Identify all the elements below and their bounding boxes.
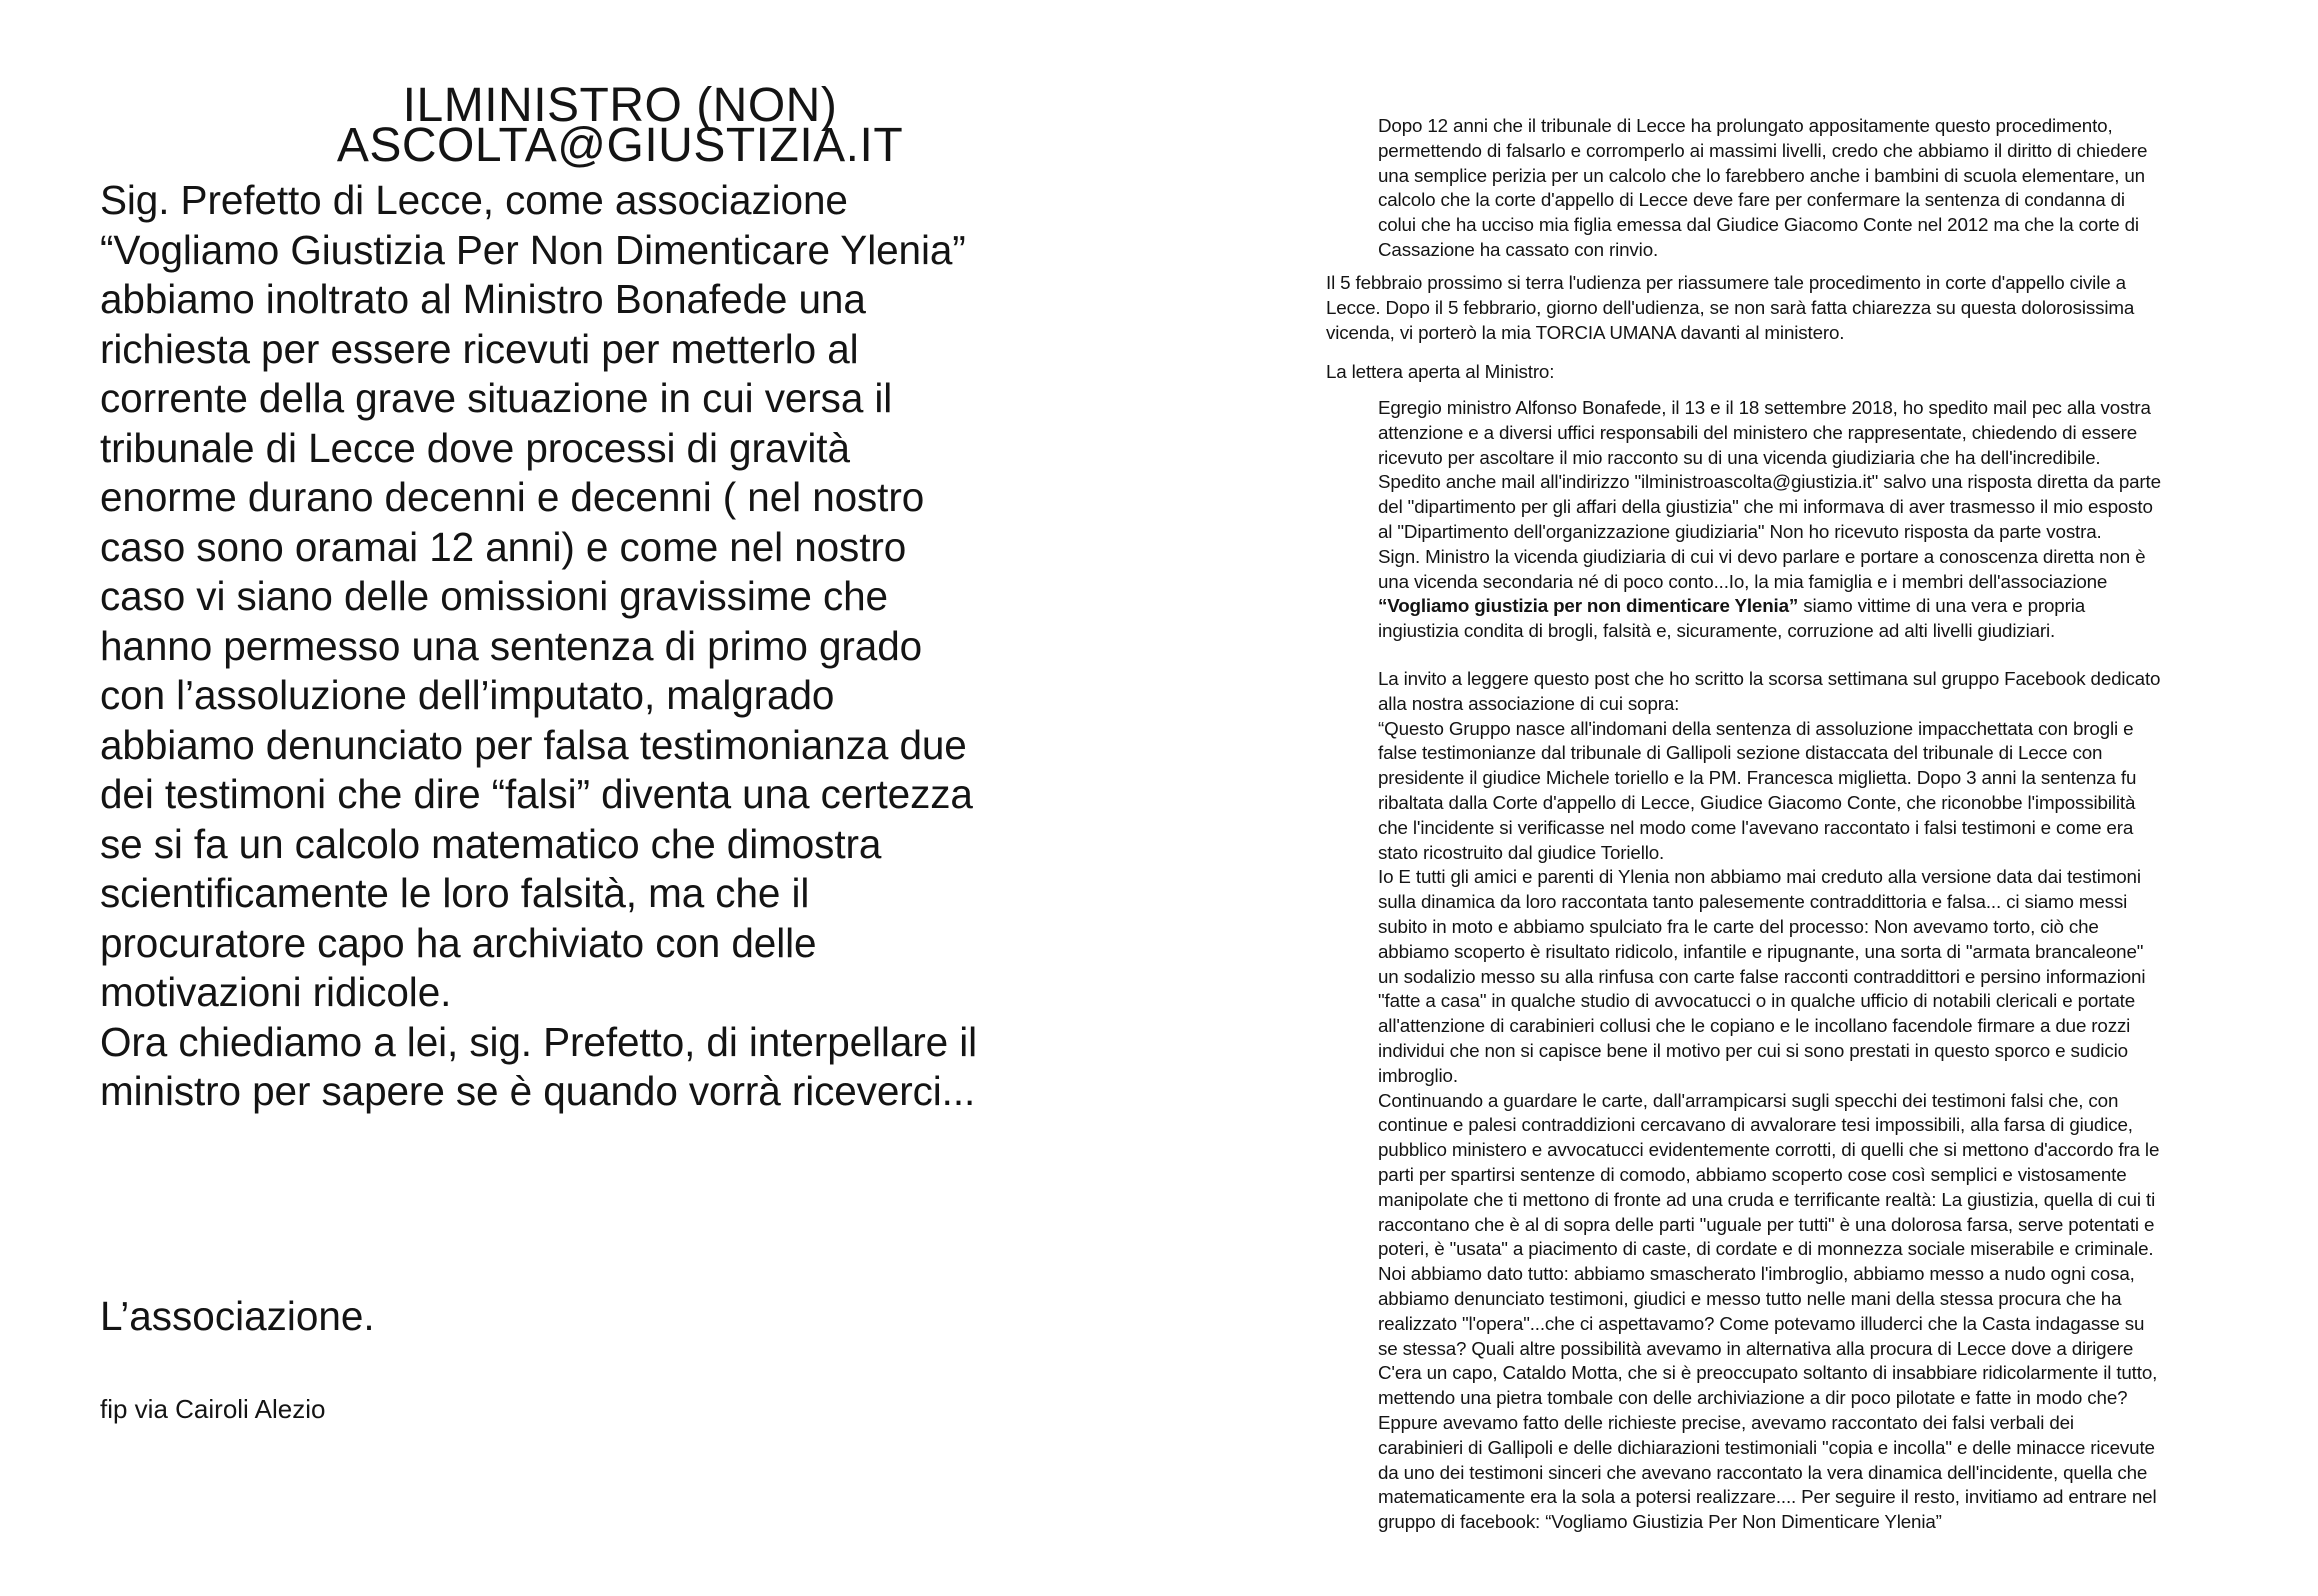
letter-line-rest: siamo vittime di una vera e propria [1798,595,2086,617]
letter-line: Spedito anche mail all'indirizzo "ilministroascolta@giustizia.it" salvo una risposta diretta da parte [1378,471,2161,493]
intro-line: una semplice perizia per un calcolo che lo farebbero anche i bambini di scuola elementare, un [1378,164,2145,186]
body-line: enorme durano decenni e decenni ( nel nostro [100,474,925,520]
post-line: Eppure avevamo fatto delle richieste precise, avevamo raccontato dei falsi verbali dei [1378,1411,2074,1433]
letter-body [100,176,1120,1117]
letter-heading-text: La lettera aperta al Ministro: [1326,361,1555,382]
post-line: “Questo Gruppo nasce all'indomani della sentenza di assoluzione impacchettata con brogli e [1378,717,2134,739]
letter-line: del "dipartimento per gli affari della giustizia" che mi informava di aver trasmesso il mio esposto [1378,496,2153,518]
body-line: con l’assoluzione dell’imputato, malgrado [100,672,835,718]
post-line: che l'incidente si verificasse nel modo come l'avevano raccontato i falsi testimoni e come era [1378,816,2134,838]
post-line: raccontano che è al di sopra delle parti "uguale per tutti" è una dolorosa farsa, serve potentati e [1378,1213,2155,1235]
title-line-1: ILMINISTRO (NON) [402,79,838,132]
right-page [1240,0,2318,1596]
intro-line: permettendo di falsarlo e corromperlo ai massimi livelli, credo che abbiamo il diritto di chiedere [1378,139,2148,161]
post-line: abbiamo denunciato testimoni, giudici e messo tutto nelle mani della stessa procura che ha [1378,1287,2122,1309]
body-line: hanno permesso una sentenza di primo grado [100,622,923,669]
post-line: imbroglio. [1378,1064,1458,1086]
body-line: “Vogliamo Giustizia Per Non Dimenticare Ylenia” [100,226,966,273]
post-line: Continuando a guardare le carte, dall'arrampicarsi sugli specchi dei testimoni falsi che, con [1378,1089,2119,1111]
post-line: Noi abbiamo dato tutto: abbiamo smascherato l'imbroglio, abbiamo messo a nudo ogni cosa, [1378,1263,2135,1285]
body-line: corrente della grave situazione in cui versa il [100,375,893,421]
hearing-paragraph [1326,271,2134,345]
body-line: ministro per sapere se è quando vorrà riceverci... [100,1068,976,1114]
body-line: scientificamente le loro falsità, ma che il [100,870,810,916]
post-line: all'attenzione di carabinieri collusi che le copiano e le incollano facendole firmare a due rozzi [1378,1015,2131,1037]
post-line: mettendo una pietra tombale con delle archiviazione a dir poco pilotate e fatte in modo che? [1378,1387,2128,1409]
intro-line: colui che ha ucciso mia figlia emessa dal Giudice Giacomo Conte nel 2012 ma che la corte di [1378,214,2139,236]
body-line: abbiamo inoltrato al Ministro Bonafede una [100,276,866,322]
letter-line: al "Dipartimento dell'organizzazione giudiziaria" Non ho ricevuto risposta da parte vostra. [1378,520,2102,542]
hearing-line: vicenda, vi porterò la mia TORCIA UMANA davanti al ministero. [1326,321,1845,343]
body-line: Ora chiediamo a lei, sig. Prefetto, di interpellare il [100,1018,978,1065]
post-line: carabinieri di Gallipoli e delle dichiarazioni testimoniali "copia e incolla" e delle minacce ricevute [1378,1436,2155,1458]
intro-line: calcolo che la corte d'appello di Lecce deve fare per confermare la sentenza di condanna di [1378,189,2125,211]
post-line: stato ricostruito dal giudice Toriello. [1378,841,1665,863]
post-line: C'era un capo, Cataldo Motta, che si è preoccupato soltanto di insabbiare ridicolarmente il tutto, [1378,1362,2158,1384]
body-line: abbiamo denunciato per falsa testimonianza due [100,721,967,768]
post-line: poteri, è "usata" a piacimento di caste, di cordate e di monnezza sociale miserabile e criminale. [1378,1238,2154,1260]
post-line: "fatte a casa" in qualche studio di avvocatucci o in qualche ufficio di notabili clericali e portate [1378,990,2135,1012]
post-line: La invito a leggere questo post che ho scritto la scorsa settimana sul gruppo Facebook dedicato [1378,668,2161,689]
post-line: gruppo di facebook: “Vogliamo Giustizia Per Non Dimenticare Ylenia” [1378,1511,1942,1533]
post-line: false testimonianze dal tribunale di Gallipoli sezione distaccata del tribunale di Lecce con [1378,742,2103,764]
letter-line-association [1378,594,2161,619]
post-line: parti per spartirsi sentenze di comodo, abbiamo scoperto cose così semplici e vistosamente [1378,1163,2127,1185]
body-line: Sig. Prefetto di Lecce, come associazione [100,177,848,223]
post-line: alla nostra associazione di cui sopra: [1378,692,1680,714]
title-line-2: ASCOLTA@GIUSTIZIA.IT [336,119,904,172]
post-line: presidente il giudice Michele toriello e la PM. Francesca miglietta. Dopo 3 anni la sentenza fu [1378,767,2137,789]
body-line: procuratore capo ha archiviato con delle [100,919,817,966]
post-line: da uno dei testimoni sinceri che avevano raccontato la vera dinamica dell'incidente, quella che [1378,1461,2148,1483]
post-line: se stessa? Quali altre possibilità avevamo in alternativa alla procura di Lecce dove a dirigere [1378,1337,2134,1359]
body-line: richiesta per essere ricevuti per metterlo al [100,325,859,372]
letter-line: attenzione e a diversi uffici responsabili del ministero che rappresentate, chiedendo di essere [1378,421,2138,443]
post-line: matematicamente era la sola a potersi realizzare.... Per seguire il resto, invitiamo ad entrare nel [1378,1486,2157,1508]
letter-line: Sign. Ministro la vicenda giudiziaria di cui vi devo parlare e portare a conoscenza diretta non è [1378,545,2146,567]
body-line: dei testimoni che dire “falsi” diventa una certezza [100,771,973,817]
post-line: Io E tutti gli amici e parenti di Ylenia non abbiamo mai creduto alla versione data dai testimoni [1378,866,2141,888]
post-line: sulla dinamica da loro raccontata tanto palesemente contraddittoria e falsa... ci siamo messi [1378,891,2128,913]
body-line: se si fa un calcolo matematico che dimostra [100,820,882,867]
post-line: individui che non si capisce bene il motivo per cui si sono prestati in questo sporco e sudicio [1378,1039,2128,1061]
letter-line: ingiustizia condita di brogli, falsità e, sicuramente, corruzione ad alti livelli giudiziari. [1378,620,2056,642]
intro-paragraph [1378,114,2147,263]
facebook-post [1378,667,2160,1535]
post-line: subito in moto e abbiamo spulciato fra le carte del processo: Non avevamo torto, ciò che [1378,915,2099,937]
post-line: manipolate che ti mettono di fronte ad una cruda e terrificante realtà: La giustizia, quella di cui ti [1378,1188,2156,1210]
footer-note: fip via Cairoli Alezio [100,1394,326,1424]
hearing-line: Il 5 febbraio prossimo si terra l'udienza per riassumere tale procedimento in corte d'appello civile a [1326,272,2126,293]
post-line: continue e palesi contraddizioni cercavano di avvalorare tesi impossibili, alla farsa di giudice, [1378,1114,2133,1136]
letter-line: Egregio ministro Alfonso Bonafede, il 13 e il 18 settembre 2018, ho spedito mail pec alla vostra [1378,397,2151,418]
post-line: pubblico ministero e avvocatucci evidentemente corrotti, di quelli che si mettono d'accordo fra le [1378,1139,2160,1161]
open-letter [1378,396,2161,644]
association-name: “Vogliamo giustizia per non dimenticare Ylenia” [1378,595,1799,617]
body-line: motivazioni ridicole. [100,969,452,1015]
body-line: tribunale di Lecce dove processi di gravità [100,424,850,471]
hearing-line: Lecce. Dopo il 5 febbrario, giorno dell'udienza, se non sarà fatta chiarezza su questa dolorosissima [1326,296,2135,318]
post-line: un sodalizio messo su alla rinfusa con carte false racconti contraddittori e persino informazioni [1378,965,2146,987]
post-line: abbiamo scoperto è risultato ridicolo, infantile e ripugnante, una sorta di "armata brancaleone" [1378,940,2144,962]
body-line: caso vi siano delle omissioni gravissime che [100,573,888,619]
signature-closing: L’associazione. [100,1293,375,1339]
post-line: ribaltata dalla Corte d'appello di Lecce, Giudice Giacomo Conte, che riconobbe l'impossibilità [1378,791,2136,813]
intro-line: Dopo 12 anni che il tribunale di Lecce ha prolungato appositamente questo procedimento, [1378,115,2113,136]
letter-line: una vicenda secondaria né di poco conto...Io, la mia famiglia e i membri dell'associazione [1378,570,2108,592]
body-line: caso sono oramai 12 anni) e come nel nostro [100,523,907,570]
post-line: realizzato "l'opera"...che ci aspettavamo? Come potevamo illuderci che la Casta indagasse su [1378,1312,2145,1334]
intro-line: Cassazione ha cassato con rinvio. [1378,238,1659,260]
letter-heading [1326,360,1554,385]
letter-line: ricevuto per ascoltare il mio racconto su di una vicenda giudiziaria che ha dell'incredibile. [1378,446,2101,468]
